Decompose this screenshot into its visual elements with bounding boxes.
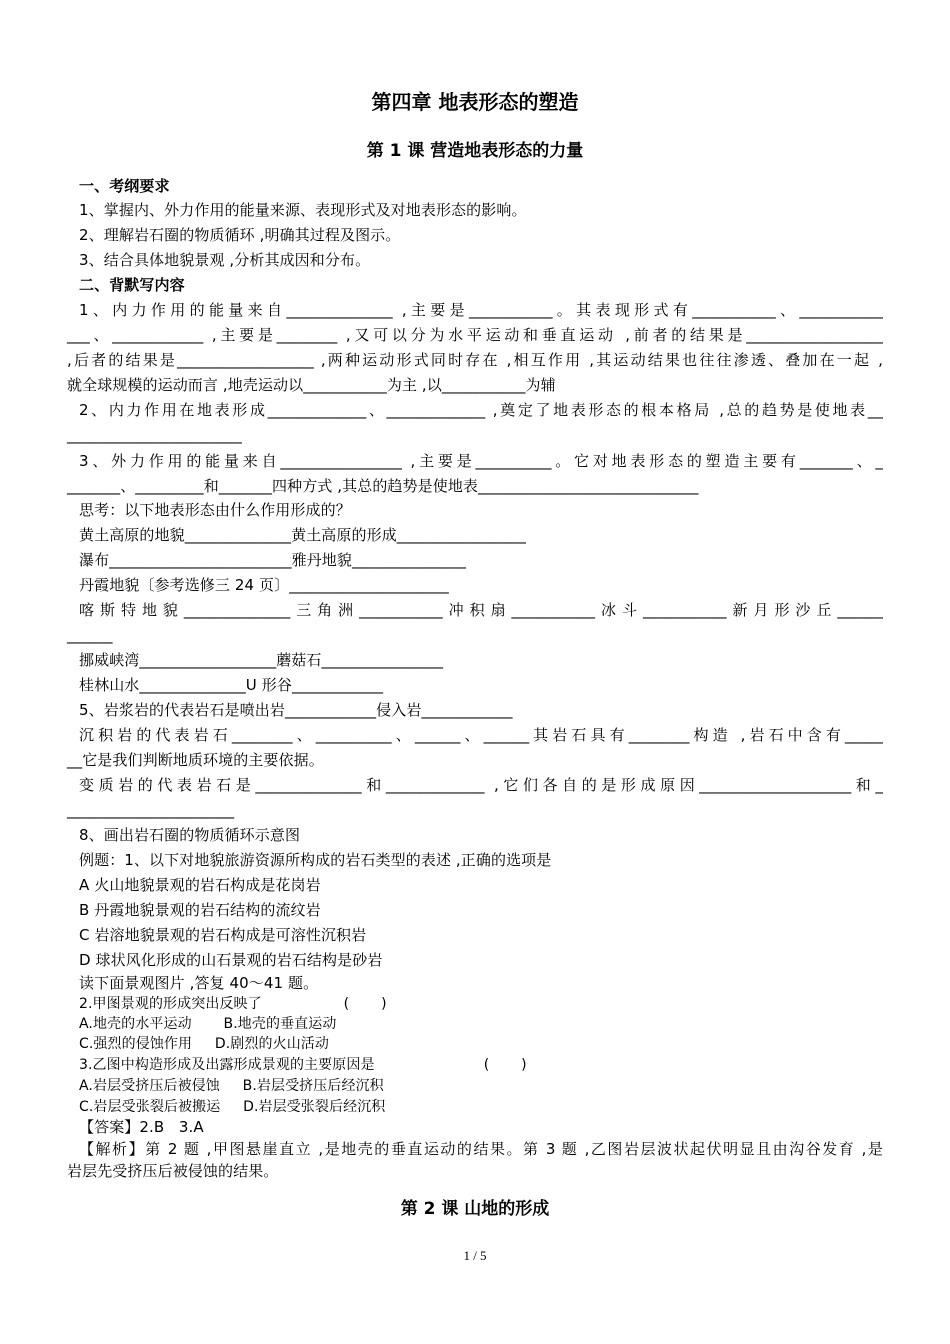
fill-item-2-line-1: 2、内力作用在地表形成_____________、_____________ ,奠定了地表形态的根本格局 ,总的趋势是使地表__ xyxy=(79,401,883,419)
think-question: 思考：以下地表形态由什么作用形成的？ xyxy=(79,501,351,519)
answer: 【答案】2.B 3.A xyxy=(79,1118,204,1136)
example-option-d: D 球状风化形成的山石景观的岩石结构是砂岩 xyxy=(79,951,383,969)
fill-item-5-sedimentary: 沉积岩的代表岩石________、__________、______、______其岩石具有________构造 ,岩石中含有_____ xyxy=(79,726,883,744)
landform-row-loess: 黄土高原的地貌______________黄土高原的形成_________________ xyxy=(79,526,527,544)
example-read-images: 读下面景观图片 ,答复 40～41 题。 xyxy=(79,974,319,992)
fill-item-5-metamorphic: 变质岩的代表岩石是______________和_____________ ,它们各自的是形成原因____________________和_ xyxy=(79,776,883,794)
section-heading-requirements: 一、考纲要求 xyxy=(79,177,170,195)
requirement-2: 2、理解岩石圈的物质循环 ,明确其过程及图示。 xyxy=(79,226,401,244)
fill-item-5-sedimentary-cont: __它是我们判断地质环境的主要依据。 xyxy=(67,751,324,769)
example-question-1: 例题：1、以下对地貌旅游资源所构成的岩石类型的表述 ,正确的选项是 xyxy=(79,851,552,869)
lesson-2-title: 第 2 课 山地的形成 xyxy=(400,1199,550,1219)
landform-row-karst-cont: ______ xyxy=(67,626,113,644)
fill-item-1-line-4: 就全球规模的运动而言 ,地壳运动以___________为主 ,以___________为辅 xyxy=(67,376,556,394)
requirement-3: 3、结合具体地貌景观 ,分析其成因和分布。 xyxy=(79,251,371,269)
fill-item-8: 8、画出岩石圈的物质循环示意图 xyxy=(79,826,301,844)
analysis-line-2: 岩层先受挤压后被侵蚀的结果。 xyxy=(67,1162,279,1180)
requirement-1: 1、掌握内、外力作用的能量来源、表现形式及对地表形态的影响。 xyxy=(79,201,527,219)
chapter-title: 第四章 地表形态的塑造 xyxy=(371,90,579,114)
question-2: 2.甲图景观的形成突出反映了 ( ) xyxy=(79,996,387,1012)
fill-item-1-line-3: ,后者的结果是__________________ ,两种运动形式同时存在 ,相互作用 ,其运动结果也往往渗透、叠加在一起 , xyxy=(67,351,883,369)
fill-item-3-line-2: _______、_________和_______四种方式 ,其总的趋势是使地表_____________________________ xyxy=(67,477,699,495)
question-2-options-ab: A.地壳的水平运动 B.地壳的垂直运动 xyxy=(79,1016,337,1032)
lesson-1-title: 第 1 课 营造地表形态的力量 xyxy=(366,141,584,161)
landform-row-waterfall: 瀑布________________________雅丹地貌_______________ xyxy=(79,551,467,569)
landform-row-fjord: 挪威峡湾__________________蘑菇石________________ xyxy=(79,651,444,669)
fill-item-2-line-2: _______________________ xyxy=(67,426,242,444)
question-3: 3.乙图中构造形成及出露形成景观的主要原因是 ( ) xyxy=(79,1057,527,1073)
landform-row-karst: 喀斯特地貌______________三角洲___________冲积扇___________冰斗___________新月形沙丘______ xyxy=(79,601,883,619)
question-3-options-ab: A.岩层受挤压后被侵蚀 B.岩层受挤压后经沉积 xyxy=(79,1078,384,1094)
example-option-c: C 岩溶地貌景观的岩石构成是可溶性沉积岩 xyxy=(79,926,367,944)
landform-row-guilin: 桂林山水______________U 形谷____________ xyxy=(79,676,384,694)
fill-item-3-line-1: 3、外力作用的能量来自________________ ,主要是__________。它对地表形态的塑造主要有_______、_ xyxy=(79,452,883,470)
landform-row-danxia: 丹霞地貌〔参考选修三 24 页〕_____________________ xyxy=(79,576,449,594)
analysis-line-1: 【解析】第 2 题 ,甲图悬崖直立 ,是地壳的垂直运动的结果。第 3 题 ,乙图岩层波状起伏明显且由沟谷发育 ,是 xyxy=(79,1140,883,1158)
section-heading-recite: 二、背默写内容 xyxy=(79,276,185,294)
fill-item-1-line-1: 1、内力作用的能量来自______________ ,主要是___________。其表现形式有___________、___________ xyxy=(79,301,883,319)
question-2-options-cd: C.强烈的侵蚀作用 D.剧烈的火山活动 xyxy=(79,1036,330,1052)
example-option-b: B 丹霞地貌景观的岩石结构的流纹岩 xyxy=(79,901,321,919)
question-3-options-cd: C.岩层受张裂后被搬运 D.岩层受张裂后经沉积 xyxy=(79,1099,386,1115)
page-number: 1 / 5 xyxy=(463,1248,487,1263)
fill-item-5-metamorphic-cont: ______________________ xyxy=(67,801,235,819)
fill-item-1-line-2: ___、____________ ,主要是________ ,又可以分为水平运动和垂直运动 ,前者的结果是__________________ xyxy=(67,326,883,344)
fill-item-5-igneous: 5、岩浆岩的代表岩石是喷出岩____________侵入岩____________ xyxy=(79,701,513,719)
example-option-a: A 火山地貌景观的岩石构成是花岗岩 xyxy=(79,876,321,894)
